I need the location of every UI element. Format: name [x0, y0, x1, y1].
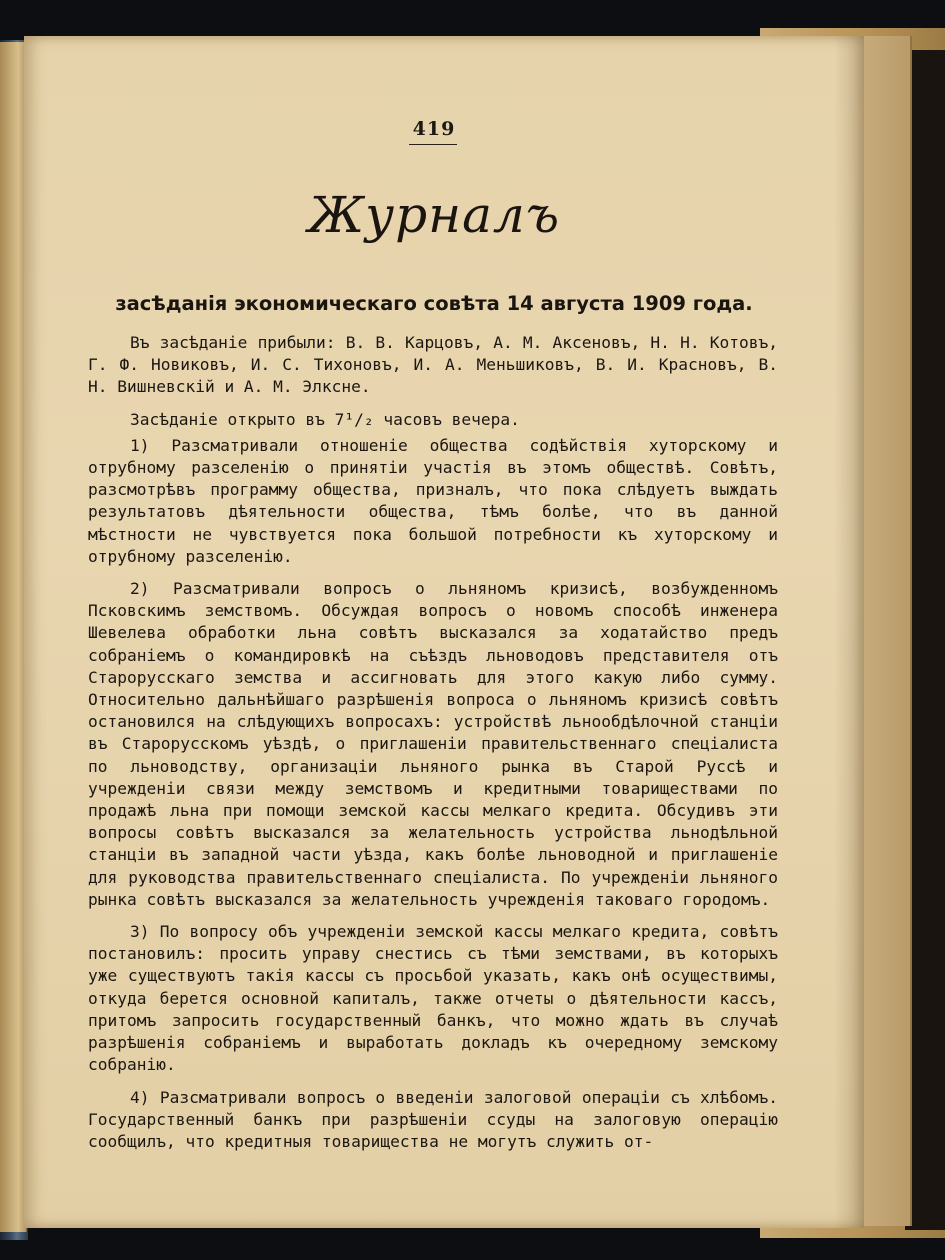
paragraph-item-4: 4) Разсматривали вопросъ о введеніи залоговой операціи съ хлѣбомъ. Государственный банкъ при разрѣшеніи ссуды на залоговую операцію сообщилъ, что кредитныя товарищества не могутъ служить от-	[88, 1087, 778, 1151]
document-page	[24, 36, 864, 1228]
document-subtitle: засѣданія экономическаго совѣта 14 августа 1909 года.	[115, 292, 753, 315]
page-number-underline	[409, 144, 457, 145]
paragraph-attendees: Въ засѣданіе прибыли: В. В. Карцовъ, А. М. Аксеновъ, Н. Н. Котовъ, Г. Ф. Новиковъ, И. С. Тихоновъ, И. А. Меньшиковъ, В. И. Красновъ, В. Н. Вишневскій и А. М. Элксне.	[88, 333, 778, 397]
paragraph-opening: Засѣданіе открыто въ 7¹/₂ часовъ вечера.	[130, 409, 520, 429]
paragraph-item-3: 3) По вопросу объ учрежденіи земской кассы мелкаго кредита, совѣтъ постановилъ: просить управу снестись съ тѣми земствами, въ которыхъ уже существуютъ такія кассы съ просьбой указать, какъ онѣ осуществимы, откуда берется основной капиталъ, также отчеты о дѣятельности кассъ, притомъ запросить государственный банкъ, что можно ждать въ случаѣ разрѣшенія собраніемъ и выработать докладъ къ очередному земскому собранію.	[88, 922, 778, 1075]
page-fold-shadow	[834, 36, 864, 1228]
paragraph-item-1: 1) Разсматривали отношеніе общества содѣйствія хуторскому и отрубному разселенію о принятіи участія въ этомъ обществѣ. Совѣтъ, разсмотрѣвъ программу общества, призналъ, что пока слѣдуетъ выждать результатовъ дѣятельности общества, тѣмъ болѣе, что въ данной мѣстности не чувствуется пока большой потребности къ хуторскому и отрубному разселенію.	[88, 435, 778, 566]
left-page-edge	[0, 42, 27, 1232]
paragraph-item-2: 2) Разсматривали вопросъ о льняномъ кризисѣ, возбужденномъ Псковскимъ земствомъ. Обсуждая вопросъ о новомъ способѣ инженера Шевелева обработки льна совѣтъ высказался за ходатайство предъ собраніемъ о командировкѣ на съѣздъ льноводовъ представителя отъ Старорусскаго земства и ассигновать для этого какую либо сумму. Относительно дальнѣйшаго разрѣшенія вопроса о льняномъ кризисѣ совѣтъ остановился на слѣдующихъ вопросахъ: устройствѣ льнообдѣлочной станціи въ Старорусскомъ уѣздѣ, о приглашеніи правительственнаго спеціалиста по льноводству, организаціи льняного рынка въ Старой Руссѣ и учрежденіи связи между земствомъ и кредитными товариществами по продажѣ льна при помощи земской кассы мелкаго кредита. Обсудивъ эти вопросы совѣтъ высказался за желательность устройства льнодѣльной станціи въ западной части уѣзда, какъ болѣе льноводной и приглашеніе для руководства правительственнаго спеціалиста. По учрежденіи льняного рынка совѣтъ высказался за желательность учрежденія таковаго городомъ.	[88, 579, 778, 909]
document-title: Журналъ	[307, 186, 561, 244]
page-number: 419	[412, 118, 456, 140]
body-text	[88, 332, 778, 1163]
